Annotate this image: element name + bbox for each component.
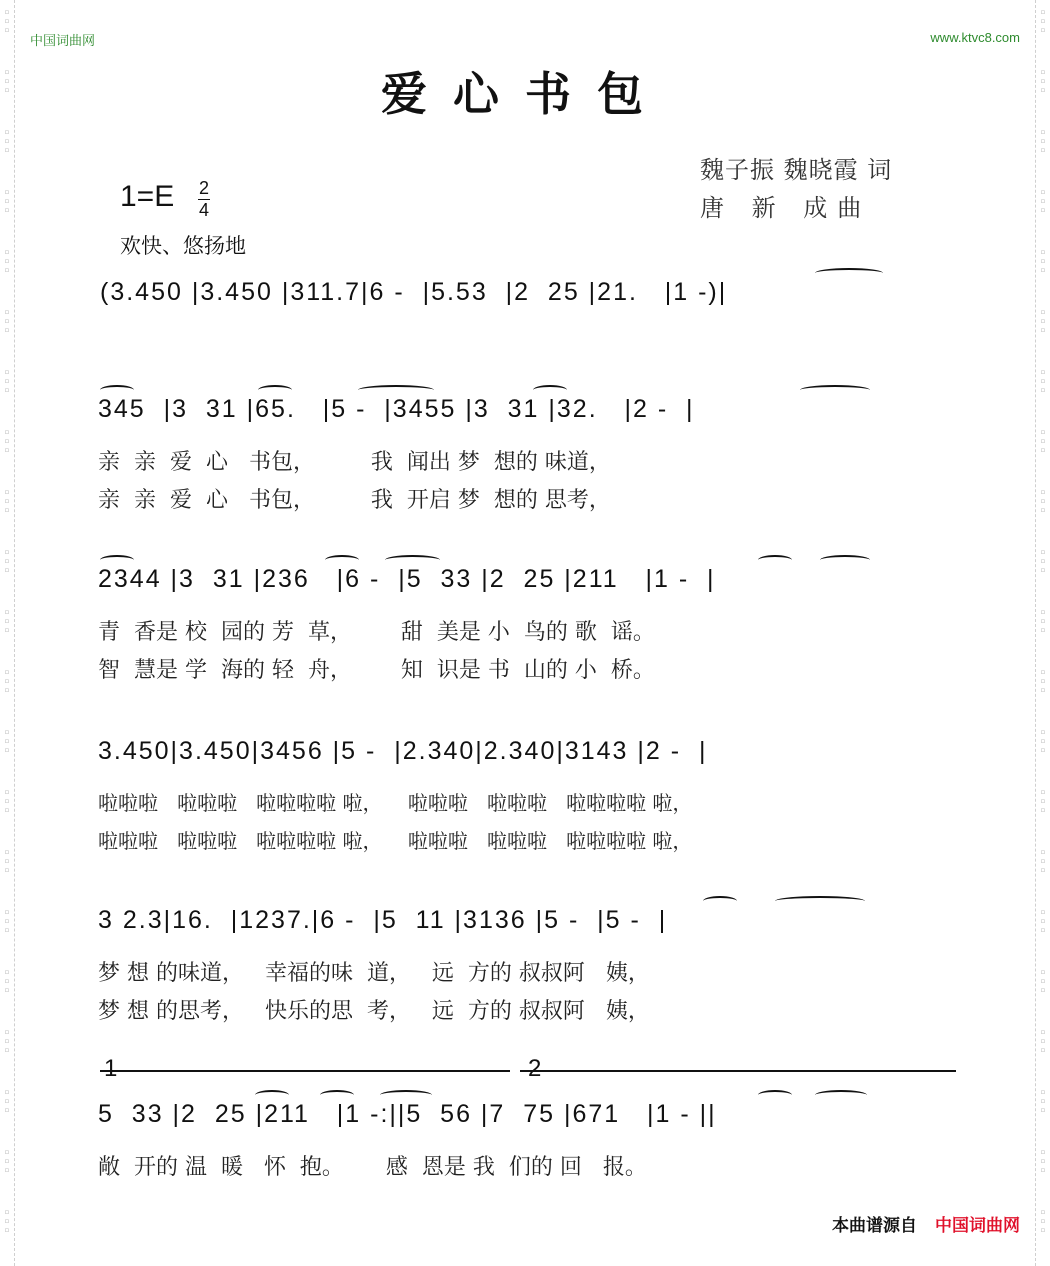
watermark-mark: ▫ ▫ ▫ — [4, 488, 10, 514]
slur-mark — [258, 385, 292, 395]
watermark-mark: ▫ ▫ ▫ — [1040, 548, 1046, 574]
notes-line: (3.450 |3.450 |311.7|6 - |5.53 |2 25 |21. |1 -)| — [100, 278, 728, 306]
watermark-mark: ▫ ▫ ▫ — [1040, 728, 1046, 754]
watermark-mark: ▫ ▫ ▫ — [4, 308, 10, 334]
right-watermark-strip — [1035, 0, 1050, 1266]
tie-mark — [815, 1090, 867, 1100]
watermark-mark: ▫ ▫ ▫ — [4, 248, 10, 274]
watermark-mark: ▫ ▫ ▫ — [4, 848, 10, 874]
watermark-mark: ▫ ▫ ▫ — [1040, 668, 1046, 694]
first-ending-bracket — [100, 1070, 510, 1072]
watermark-mark: ▫ ▫ ▫ — [4, 1148, 10, 1174]
watermark-mark: ▫ ▫ ▫ — [1040, 1028, 1046, 1054]
watermark-mark: ▫ ▫ ▫ — [1040, 68, 1046, 94]
tie-mark — [385, 555, 440, 565]
watermark-mark: ▫ ▫ ▫ — [4, 128, 10, 154]
tie-mark — [358, 385, 434, 395]
watermark-mark: ▫ ▫ ▫ — [4, 188, 10, 214]
watermark-mark: ▫ ▫ ▫ — [1040, 968, 1046, 994]
watermark-mark: ▫ ▫ ▫ — [1040, 128, 1046, 154]
slur-mark — [325, 555, 359, 565]
watermark-mark: ▫ ▫ ▫ — [4, 8, 10, 34]
composer-credit: 唐 新 成曲 — [700, 194, 872, 222]
tempo-marking: 欢快、悠扬地 — [120, 234, 246, 258]
source-brand-link[interactable]: 中国词曲网 — [935, 1216, 1020, 1236]
watermark-mark: ▫ ▫ ▫ — [1040, 1208, 1046, 1234]
watermark-mark: ▫ ▫ ▫ — [4, 548, 10, 574]
notes-line: 345 |3 31 |65. |5 - |3455 |3 31 |32. |2 - | — [98, 395, 695, 423]
watermark-mark: ▫ ▫ ▫ — [1040, 608, 1046, 634]
tie-mark — [775, 896, 865, 906]
slur-mark — [703, 896, 737, 906]
watermark-mark: ▫ ▫ ▫ — [4, 668, 10, 694]
site-name: 中国词曲网 — [30, 34, 96, 49]
watermark-mark: ▫ ▫ ▫ — [1040, 848, 1046, 874]
slur-mark — [758, 555, 792, 565]
watermark-mark: ▫ ▫ ▫ — [1040, 788, 1046, 814]
watermark-mark: ▫ ▫ ▫ — [4, 608, 10, 634]
watermark-mark: ▫ ▫ ▫ — [4, 788, 10, 814]
watermark-mark: ▫ ▫ ▫ — [4, 428, 10, 454]
slur-mark — [320, 1090, 354, 1100]
lyric-verse-2: 亲 亲 爱 心 书包， 我 开启 梦 想的 思考， — [98, 488, 611, 513]
watermark-mark: ▫ ▫ ▫ — [1040, 308, 1046, 334]
slur-mark — [255, 1090, 289, 1100]
source-label: 本曲谱源自 — [832, 1216, 917, 1236]
watermark-mark: ▫ ▫ ▫ — [4, 1208, 10, 1234]
first-ending-number: 1 — [104, 1055, 118, 1082]
watermark-mark: ▫ ▫ ▫ — [4, 728, 10, 754]
slur-mark — [533, 385, 567, 395]
site-url: www.ktvc8.com — [930, 30, 1020, 45]
lyric-verse-2: 梦 想 的思考， 快乐的思 考， 远 方的 叔叔阿 姨， — [98, 999, 650, 1024]
lyric-verse-1: 啦啦啦 啦啦啦 啦啦啦啦 啦， 啦啦啦 啦啦啦 啦啦啦啦 啦， — [98, 791, 693, 815]
lyric-line: 敞 开的 温 暖 怀 抱。 感 恩是 我 们的 回 报。 — [98, 1155, 647, 1180]
notes-line: 2344 |3 31 |236 |6 - |5 33 |2 25 |211 |1 - | — [98, 565, 716, 593]
slur-mark — [100, 555, 134, 565]
watermark-mark: ▫ ▫ ▫ — [1040, 428, 1046, 454]
second-ending-number: 2 — [528, 1055, 542, 1082]
watermark-mark: ▫ ▫ ▫ — [1040, 488, 1046, 514]
time-top: 2 — [198, 178, 209, 198]
time-signature — [198, 178, 210, 221]
watermark-mark: ▫ ▫ ▫ — [1040, 908, 1046, 934]
key-signature: 1=E — [120, 180, 175, 213]
lyricist-credit: 魏子振 魏晓霞 词 — [700, 156, 893, 184]
time-bottom: 4 — [198, 200, 209, 220]
watermark-mark: ▫ ▫ ▫ — [1040, 1148, 1046, 1174]
lyric-verse-1: 梦 想 的味道， 幸福的味 道， 远 方的 叔叔阿 姨， — [98, 961, 650, 986]
tie-mark — [380, 1090, 432, 1100]
watermark-mark: ▫ ▫ ▫ — [4, 968, 10, 994]
source-footer — [832, 1211, 1020, 1236]
watermark-mark: ▫ ▫ ▫ — [1040, 188, 1046, 214]
slur-mark — [758, 1090, 792, 1100]
watermark-mark: ▫ ▫ ▫ — [4, 1028, 10, 1054]
watermark-mark: ▫ ▫ ▫ — [4, 908, 10, 934]
tie-mark — [800, 385, 870, 395]
watermark-mark: ▫ ▫ ▫ — [4, 68, 10, 94]
left-watermark-strip — [0, 0, 15, 1266]
lyric-verse-2: 啦啦啦 啦啦啦 啦啦啦啦 啦， 啦啦啦 啦啦啦 啦啦啦啦 啦， — [98, 829, 693, 853]
slur-mark — [100, 385, 134, 395]
tie-mark — [815, 268, 883, 278]
watermark-mark: ▫ ▫ ▫ — [1040, 8, 1046, 34]
second-ending-bracket — [520, 1070, 956, 1072]
watermark-mark: ▫ ▫ ▫ — [1040, 1088, 1046, 1114]
song-title: 爱心书包 — [381, 67, 669, 121]
lyric-verse-1: 青 香是 校 园的 芳 草， 甜 美是 小 鸟的 歌 谣。 — [98, 620, 655, 645]
watermark-mark: ▫ ▫ ▫ — [4, 1088, 10, 1114]
notes-line: 3 2.3|16. |1237.|6 - |5 11 |3136 |5 - |5 - | — [98, 906, 668, 934]
lyric-verse-2: 智 慧是 学 海的 轻 舟， 知 识是 书 山的 小 桥。 — [98, 658, 655, 683]
watermark-mark: ▫ ▫ ▫ — [1040, 368, 1046, 394]
notes-line: 3.450|3.450|3456 |5 - |2.340|2.340|3143 |2 - | — [98, 737, 708, 765]
lyric-verse-1: 亲 亲 爱 心 书包， 我 闻出 梦 想的 味道， — [98, 450, 611, 475]
tie-mark — [820, 555, 870, 565]
watermark-mark: ▫ ▫ ▫ — [4, 368, 10, 394]
watermark-mark: ▫ ▫ ▫ — [1040, 248, 1046, 274]
notes-line: 5 33 |2 25 |211 |1 -:||5 56 |7 75 |671 |1 - || — [98, 1100, 717, 1128]
